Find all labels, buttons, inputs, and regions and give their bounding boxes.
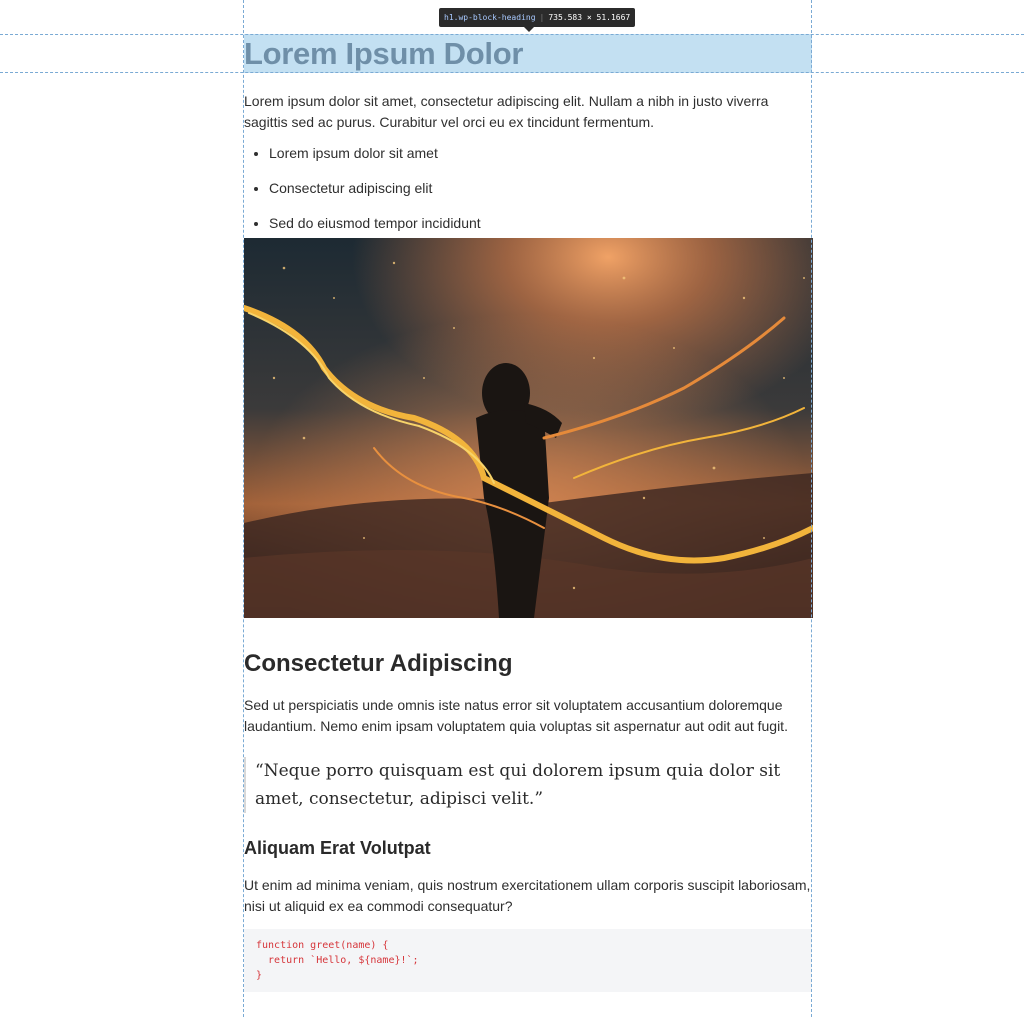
inspector-selector: h1.wp-block-heading	[444, 13, 536, 22]
list-item: • Consectetur adipiscing elit	[269, 178, 812, 199]
inspector-guide-bottom	[0, 72, 1024, 73]
bullet-list	[244, 143, 812, 234]
inspector-guide-left	[243, 0, 244, 1017]
page-title: Lorem Ipsum Dolor	[244, 36, 524, 71]
hero-image	[244, 238, 813, 618]
code-block: function greet(name) { return `Hello, ${name}!`; }	[244, 929, 812, 992]
highlighted-heading-box[interactable]	[244, 34, 812, 73]
inspector-separator: |	[539, 13, 545, 22]
inspector-guide-top	[0, 34, 1024, 35]
list-item: • Sed do eiusmod tempor incididunt	[269, 213, 812, 234]
inspector-guide-right	[811, 0, 812, 1017]
intro-paragraph: Lorem ipsum dolor sit amet, consectetur adipiscing elit. Nullam a nibh in justo viverra sagittis sed ac purus. Curabitur vel orci eu ex tincidunt fermentum.	[244, 93, 769, 130]
subsection-paragraph: Ut enim ad minima veniam, quis nostrum exercitationem ullam corporis suscipit laboriosam, nisi ut aliquid ex ea commodi consequatur?	[244, 877, 811, 914]
list-item: • Lorem ipsum dolor sit amet	[269, 143, 812, 164]
post-content	[244, 34, 812, 992]
blockquote: “Neque porro quisquam est qui dolorem ipsum quia dolor sit amet, consectetur, adipisci velit.”	[244, 757, 812, 813]
inspector-size: 735.583 × 51.1667	[548, 13, 631, 22]
section-heading: Consectetur Adipiscing	[244, 650, 513, 677]
inspector-tooltip	[439, 8, 635, 27]
inspector-tooltip-arrow	[524, 27, 534, 32]
section-paragraph: Sed ut perspiciatis unde omnis iste natus error sit voluptatem accusantium doloremque laudantium. Nemo enim ipsam voluptatem quia voluptas sit aspernatur aut odit aut fugit.	[244, 697, 788, 734]
subsection-heading: Aliquam Erat Volutpat	[244, 838, 431, 858]
